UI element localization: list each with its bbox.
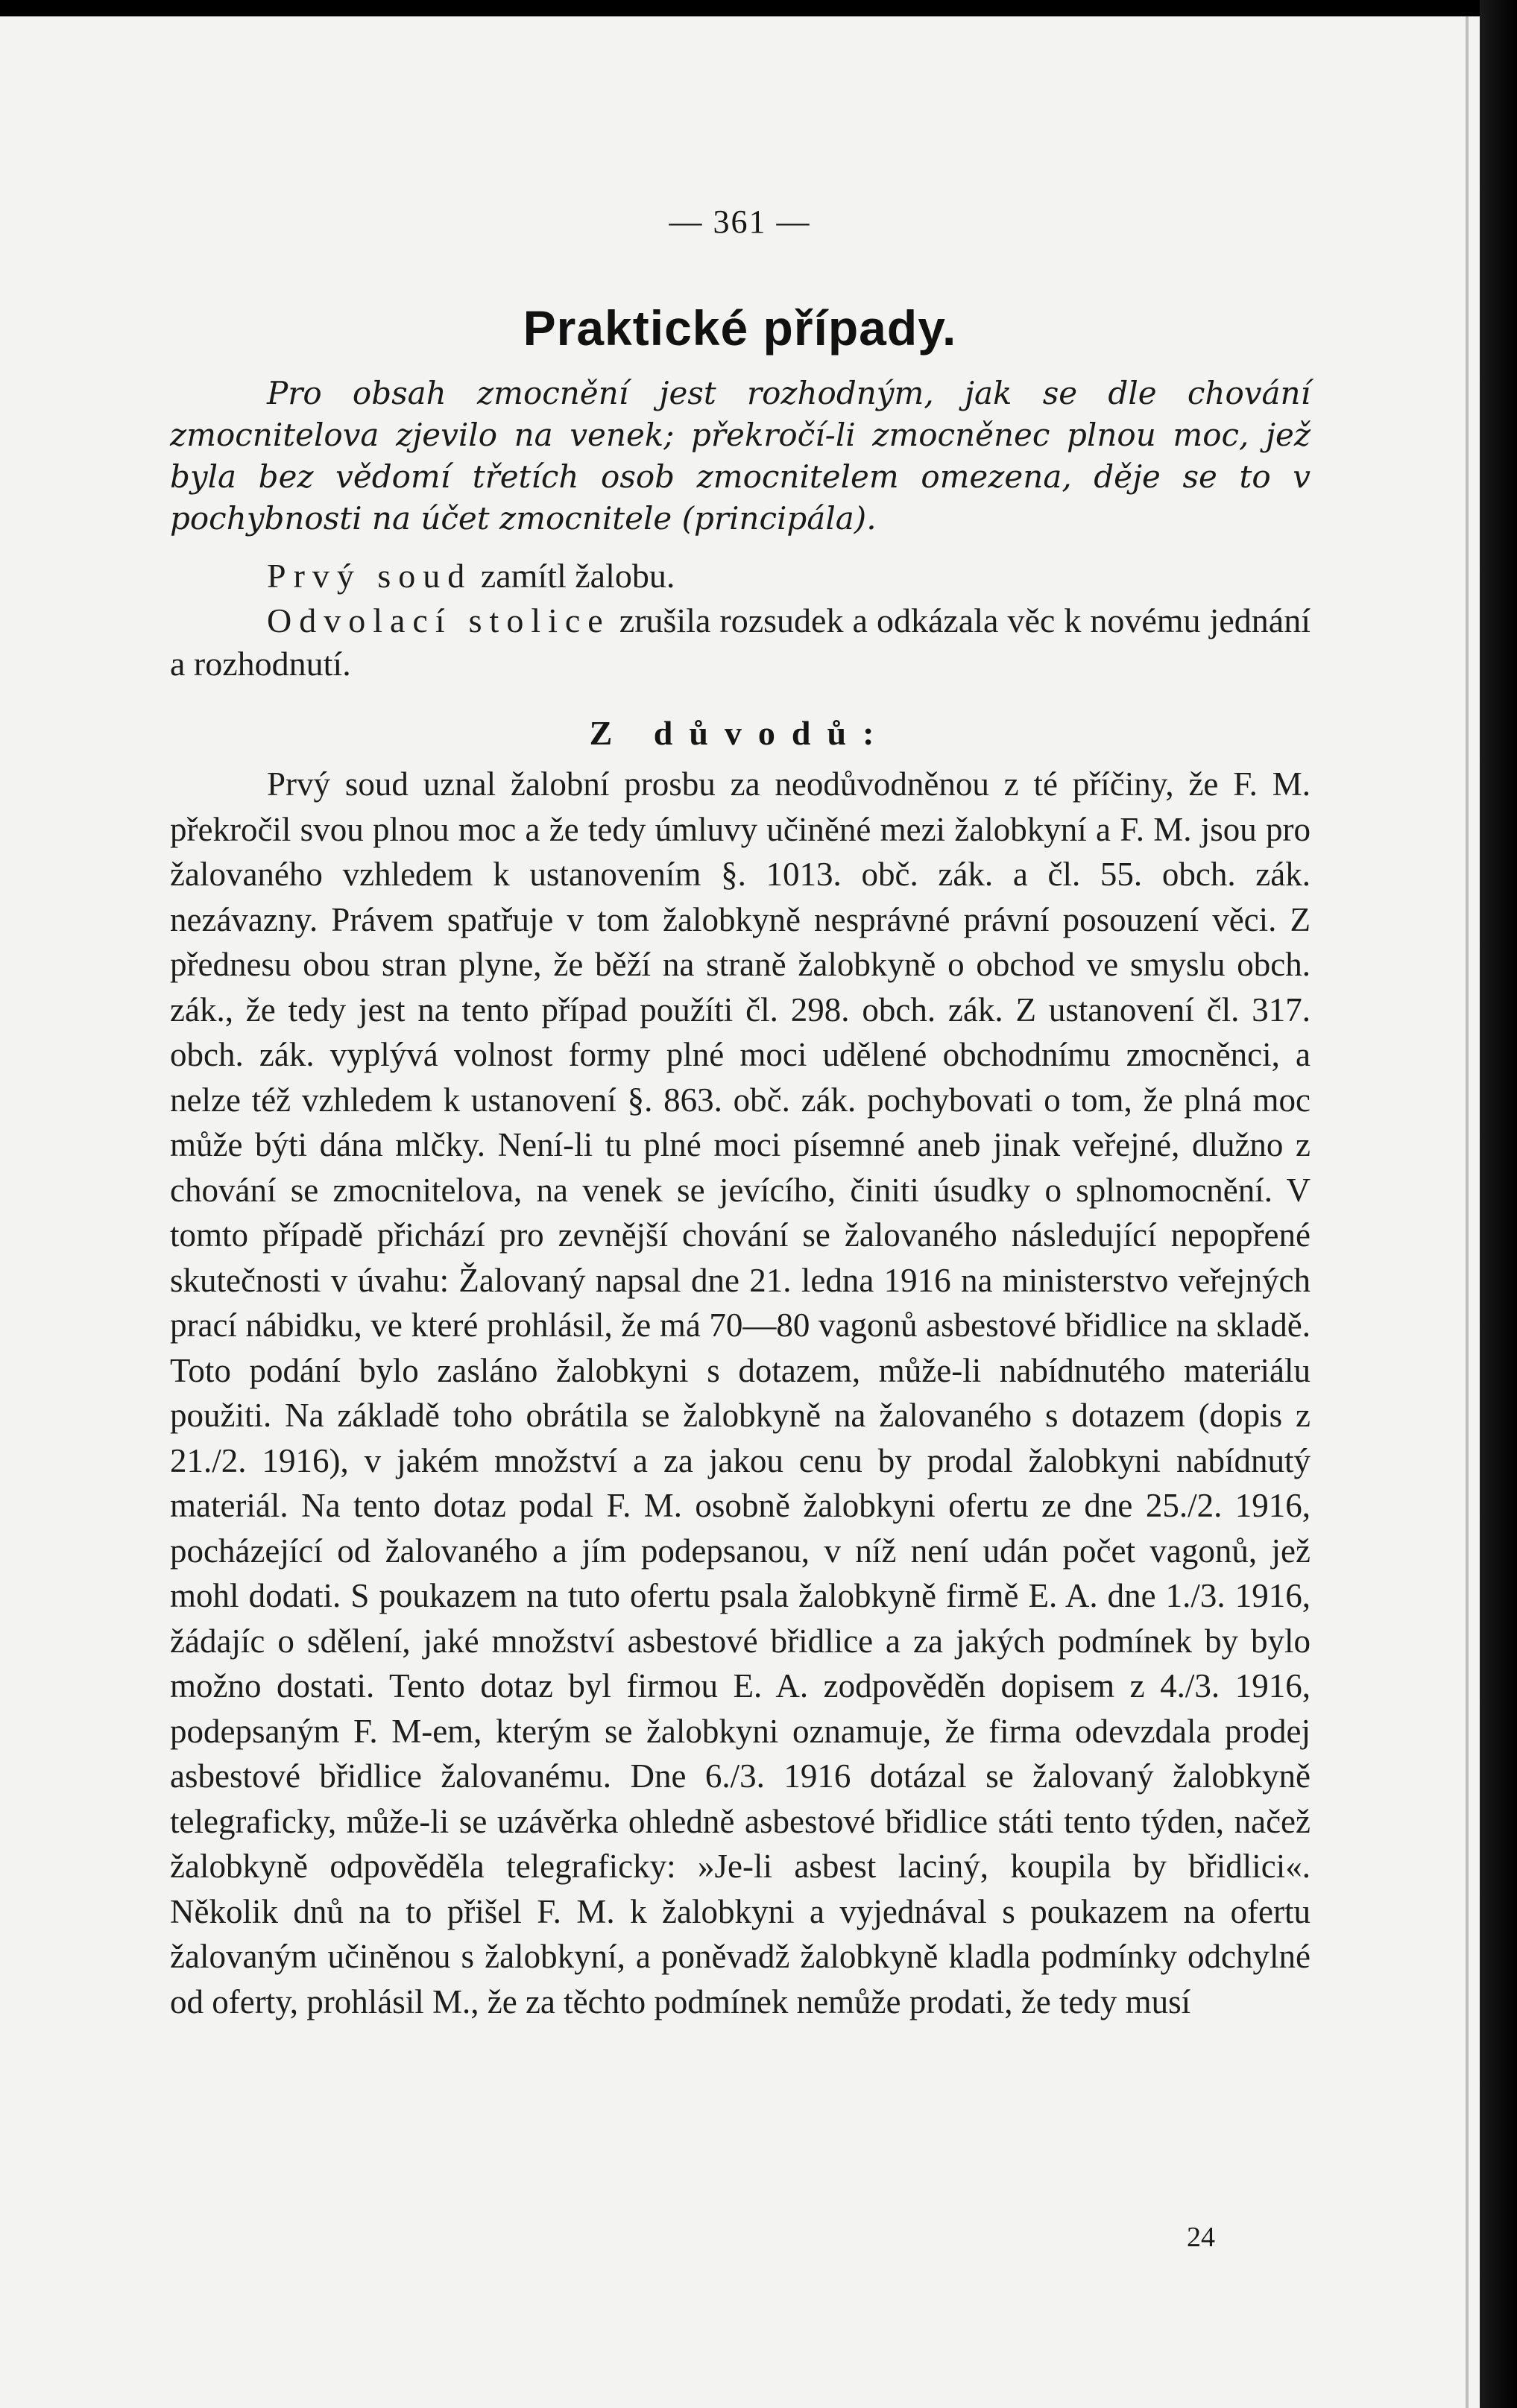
signature-mark: 24 [1187, 2222, 1215, 2253]
appeal-court-label: Odvolací stolice [267, 601, 611, 639]
scan-right-border [1480, 0, 1517, 2408]
first-court-label: Prvý soud [267, 557, 473, 595]
page-number: — 361 — [669, 203, 811, 240]
page-edge-line [1466, 16, 1469, 2408]
first-court-paragraph [170, 554, 1311, 598]
scan-top-border [0, 0, 1517, 16]
appeal-court-paragraph [170, 599, 1311, 686]
book-page [0, 16, 1480, 2408]
section-title: Praktické případy. [523, 300, 957, 355]
headnote-paragraph: Pro obsah zmocnění jest rozhodným, jak se dle chování zmocnitelova zjevilo na venek; překročí-li zmocněnec plnou moc, jež byla bez vědomí třetích osob zmocnitelem omezena, děje se to v pochybnosti na účet zmocnitele (principála). [170, 375, 1311, 537]
appeal-court-text: zrušila rozsudek a odkázala věc k novému jednání a rozhodnutí. [170, 601, 1311, 683]
first-court-text: zamítl žalobu. [472, 557, 675, 595]
reasons-body-paragraph: Prvý soud uznal žalobní prosbu za neodůvodněnou z té příčiny, že F. M. překročil svou plnou moc a že tedy úmluvy učiněné mezi žalobkyní a F. M. jsou pro žalovaného vzhledem k ustanovením §. 1013. obč. zák. a čl. 55. obch. zák. nezávazny. Právem spatřuje v tom žalobkyně nesprávné právní posouzení věci. Z přednesu obou stran plyne, že běží na straně žalobkyně o obchod ve smyslu obch. zák., že tedy jest na tento případ použíti čl. 298. obch. zák. Z ustanovení čl. 317. obch. zák. vyplývá volnost formy plné moci udělené obchodnímu zmocněnci, a nelze též vzhledem k ustanovení §. 863. obč. zák. pochybovati o tom, že plná moc může býti dána mlčky. Není-li tu plné moci písemné aneb jinak veřejné, dlužno z chování se zmocnitelova, na venek se jevícího, činiti úsudky o splnomocnění. V tomto případě přichází pro zevnější chování se žalovaného následující nepopřené skutečnosti v úvahu: Žalovaný napsal dne 21. ledna 1916 na ministerstvo veřejných prací nábidku, ve které prohlásil, že má 70—80 vagonů asbestové břidlice na skladě. Toto podání bylo zasláno žalobkyni s dotazem, může-li nabídnutého materiálu použiti. Na základě toho obrátila se žalobkyně na žalovaného s dotazem (dopis z 21./2. 1916), v jakém množství a za jakou cenu by prodal žalobkyni nabídnutý materiál. Na tento dotaz podal F. M. osobně žalobkyni ofertu ze dne 25./2. 1916, pocházející od žalovaného a jím podepsanou, v níž není udán počet vagonů, jež mohl dodati. S poukazem na tuto ofertu psala žalobkyně firmě E. A. dne 1./3. 1916, žádajíc o sdělení, jaké množství asbestové břidlice a za jakých podmínek by bylo možno dostati. Tento dotaz byl firmou E. A. zodpověděn dopisem z 4./3. 1916, podepsaným F. M-em, kterým se žalobkyni oznamuje, že firma odevzdala prodej asbestové břidlice žalovanému. Dne 6./3. 1916 dotázal se žalovaný žalobkyně telegraficky, může-li se uzávěrka ohledně asbestové břidlice státi tento týden, načež žalobkyně odpověděla telegraficky: »Je-li asbest laciný, koupila by břidlici«. Několik dnů na to přišel F. M. k žalobkyni a vyjednával s poukazem na ofertu žalovaným učiněnou s žalobkyní, a poněvadž žalobkyně kladla podmínky odchylné od oferty, prohlásil M., že za těchto podmínek nemůže prodati, že tedy musí [170, 765, 1311, 2020]
reasons-heading: Z důvodů: [589, 714, 891, 752]
